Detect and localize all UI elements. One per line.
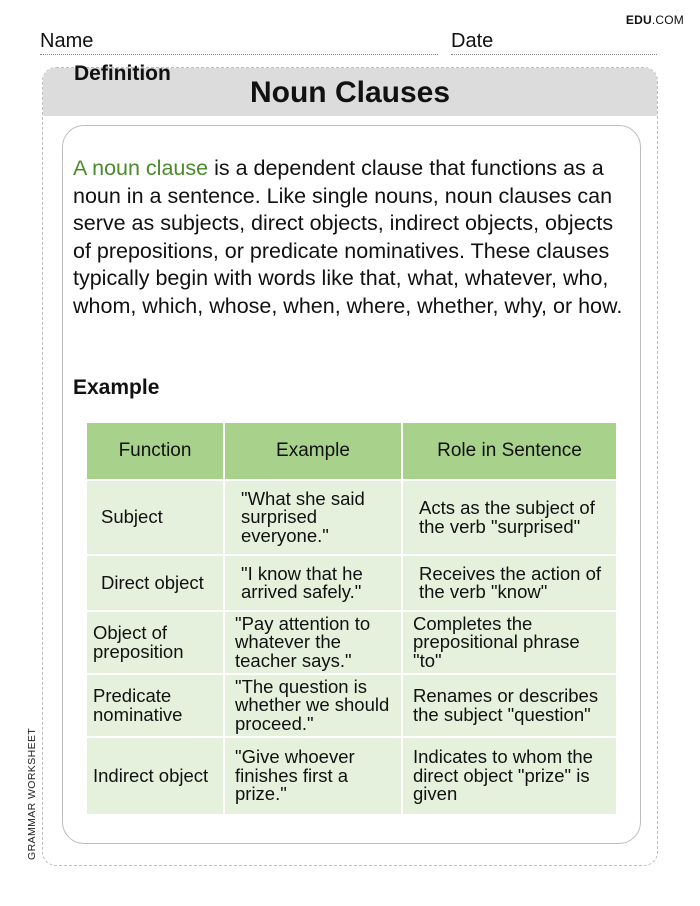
example-table xyxy=(85,421,618,816)
table-row xyxy=(86,674,617,737)
worksheet-side-label: GRAMMAR WORKSHEET xyxy=(26,727,38,860)
column-header-role: Role in Sentence xyxy=(402,422,617,480)
date-label: Date xyxy=(451,30,494,52)
example-heading: Example xyxy=(73,376,160,399)
example-cell: "Give whoever finishes first a prize." xyxy=(224,737,402,815)
table-row xyxy=(86,737,617,815)
date-field[interactable] xyxy=(451,30,657,55)
function-cell: Direct object xyxy=(86,555,224,611)
role-cell: Completes the prepositional phrase "to" xyxy=(402,611,617,674)
table-row xyxy=(86,555,617,611)
definition-body: is a dependent clause that functions as a noun in a sentence. Like single nouns, noun clauses can serve as subjects, direct objects, indirect objects, objects of prepositions, or predicate nominatives. These clauses typically begin with words like that, what, whatever, who, whom, which, whose, when, where, whether, why, or how. xyxy=(73,156,623,318)
function-cell: Object of preposition xyxy=(86,611,224,674)
role-cell: Indicates to whom the direct object "prize" is given xyxy=(402,737,617,815)
role-cell: Renames or describes the subject "question" xyxy=(402,674,617,737)
function-cell: Subject xyxy=(86,480,224,555)
example-cell: "I know that he arrived safely." xyxy=(224,555,402,611)
example-cell: "What she said surprised everyone." xyxy=(224,480,402,555)
example-cell: "The question is whether we should proceed." xyxy=(224,674,402,737)
definition-term: A noun clause xyxy=(73,156,209,180)
table-header-row xyxy=(86,422,617,480)
page-title: Noun Clauses xyxy=(43,68,657,116)
column-header-function: Function xyxy=(86,422,224,480)
definition-heading: Definition xyxy=(74,62,171,85)
function-cell: Indirect object xyxy=(86,737,224,815)
brand-logo: EDU.COM xyxy=(625,13,684,27)
name-field[interactable] xyxy=(40,30,438,55)
function-cell: Predicate nominative xyxy=(86,674,224,737)
table-row xyxy=(86,480,617,555)
column-header-example: Example xyxy=(224,422,402,480)
definition-text xyxy=(73,155,633,320)
role-cell: Receives the action of the verb "know" xyxy=(402,555,617,611)
name-label: Name xyxy=(40,30,94,52)
example-cell: "Pay attention to whatever the teacher says." xyxy=(224,611,402,674)
role-cell: Acts as the subject of the verb "surprised" xyxy=(402,480,617,555)
table-row xyxy=(86,611,617,674)
